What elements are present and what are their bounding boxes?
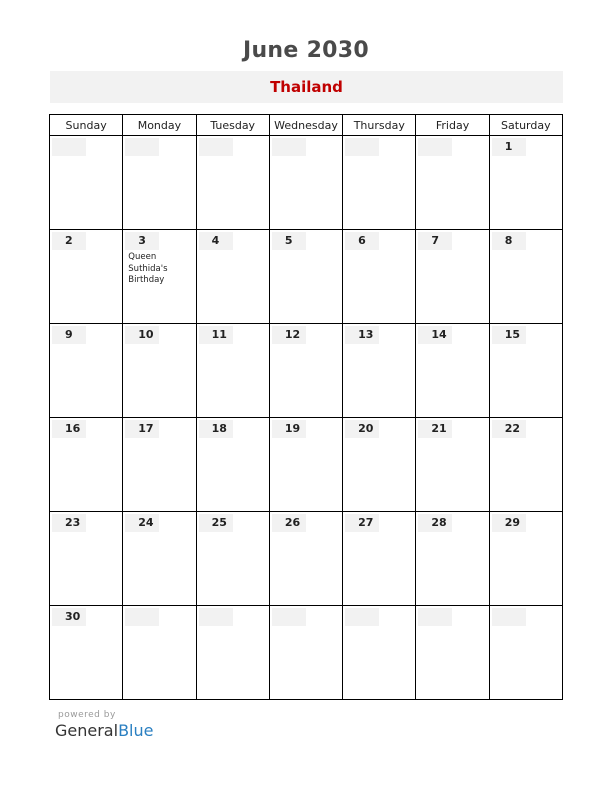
day-number: 6: [345, 232, 379, 250]
country-name: Thailand: [270, 78, 343, 96]
day-cell: [50, 418, 123, 512]
calendar-grid: [49, 114, 563, 700]
weekday-thursday: Thursday: [343, 115, 416, 136]
day-number: 18: [199, 420, 233, 438]
day-number: 2: [52, 232, 86, 250]
day-cell: [343, 136, 416, 230]
day-number: [199, 608, 233, 626]
day-number: 7: [418, 232, 452, 250]
week-row: [50, 606, 563, 700]
weekday-tuesday: Tuesday: [196, 115, 269, 136]
day-cell: [489, 324, 562, 418]
country-banner: [50, 71, 563, 103]
day-number: 12: [272, 326, 306, 344]
day-cell: [123, 324, 196, 418]
week-row: [50, 418, 563, 512]
day-cell: [123, 606, 196, 700]
brand-general: General: [55, 721, 119, 740]
weekday-monday: Monday: [123, 115, 196, 136]
day-number: 21: [418, 420, 452, 438]
day-cell: [489, 418, 562, 512]
day-cell: [196, 512, 269, 606]
day-number: 9: [52, 326, 86, 344]
day-cell: [196, 418, 269, 512]
day-cell: [343, 418, 416, 512]
day-cell: [416, 606, 489, 700]
day-number: 26: [272, 514, 306, 532]
day-cell: [343, 324, 416, 418]
brand-logo[interactable]: [55, 721, 153, 740]
day-number: [52, 138, 86, 156]
weekday-sunday: Sunday: [50, 115, 123, 136]
day-cell: [123, 136, 196, 230]
day-cell: [416, 324, 489, 418]
day-cell: [416, 512, 489, 606]
day-number: [492, 608, 526, 626]
day-cell: [50, 324, 123, 418]
day-cell: [343, 230, 416, 324]
holiday-event: Queen Suthida's Birthday: [128, 252, 168, 285]
day-cell: [269, 230, 342, 324]
day-cell: [489, 230, 562, 324]
weekday-wednesday: Wednesday: [269, 115, 342, 136]
day-cell: [50, 136, 123, 230]
day-cell: [416, 230, 489, 324]
day-number: 11: [199, 326, 233, 344]
day-cell: [416, 418, 489, 512]
day-number: [125, 138, 159, 156]
day-cell: [343, 512, 416, 606]
day-cell: [269, 512, 342, 606]
day-number: [418, 608, 452, 626]
day-number: [272, 138, 306, 156]
day-number: [345, 138, 379, 156]
day-cell: [123, 418, 196, 512]
day-number: 16: [52, 420, 86, 438]
day-number: 10: [125, 326, 159, 344]
day-cell: [489, 606, 562, 700]
day-cell: [196, 324, 269, 418]
page-title: June 2030: [242, 38, 370, 63]
day-number: 4: [199, 232, 233, 250]
day-number: 3: [125, 232, 159, 250]
day-cell: [196, 230, 269, 324]
day-number: 30: [52, 608, 86, 626]
day-number: 27: [345, 514, 379, 532]
day-number: 23: [52, 514, 86, 532]
day-number: 29: [492, 514, 526, 532]
day-cell: [416, 136, 489, 230]
weekday-saturday: Saturday: [489, 115, 562, 136]
day-number: 14: [418, 326, 452, 344]
day-cell: [50, 512, 123, 606]
day-cell: [123, 512, 196, 606]
day-number: 17: [125, 420, 159, 438]
brand-blue: Blue: [118, 721, 154, 740]
day-number: 8: [492, 232, 526, 250]
day-number: 20: [345, 420, 379, 438]
day-number: [272, 608, 306, 626]
weekday-friday: Friday: [416, 115, 489, 136]
day-number: [418, 138, 452, 156]
day-cell: [269, 324, 342, 418]
weekday-header-row: [50, 115, 563, 136]
day-cell: [196, 606, 269, 700]
day-cell: [489, 512, 562, 606]
day-number: 1: [492, 138, 526, 156]
day-number: 19: [272, 420, 306, 438]
day-number: 24: [125, 514, 159, 532]
day-number: 25: [199, 514, 233, 532]
week-row: [50, 136, 563, 230]
day-cell: [50, 230, 123, 324]
day-cell: [343, 606, 416, 700]
day-cell: [196, 136, 269, 230]
day-number: 5: [272, 232, 306, 250]
day-cell: [489, 136, 562, 230]
day-cell: [269, 606, 342, 700]
day-number: 28: [418, 514, 452, 532]
day-cell: [50, 606, 123, 700]
day-cell: [269, 136, 342, 230]
week-row: [50, 512, 563, 606]
week-row: [50, 230, 563, 324]
day-cell: [123, 230, 196, 324]
day-number: 13: [345, 326, 379, 344]
day-number: [125, 608, 159, 626]
day-number: [345, 608, 379, 626]
day-number: 22: [492, 420, 526, 438]
day-number: 15: [492, 326, 526, 344]
powered-by-label: powered by: [58, 710, 116, 720]
week-row: [50, 324, 563, 418]
day-number: [199, 138, 233, 156]
day-cell: [269, 418, 342, 512]
